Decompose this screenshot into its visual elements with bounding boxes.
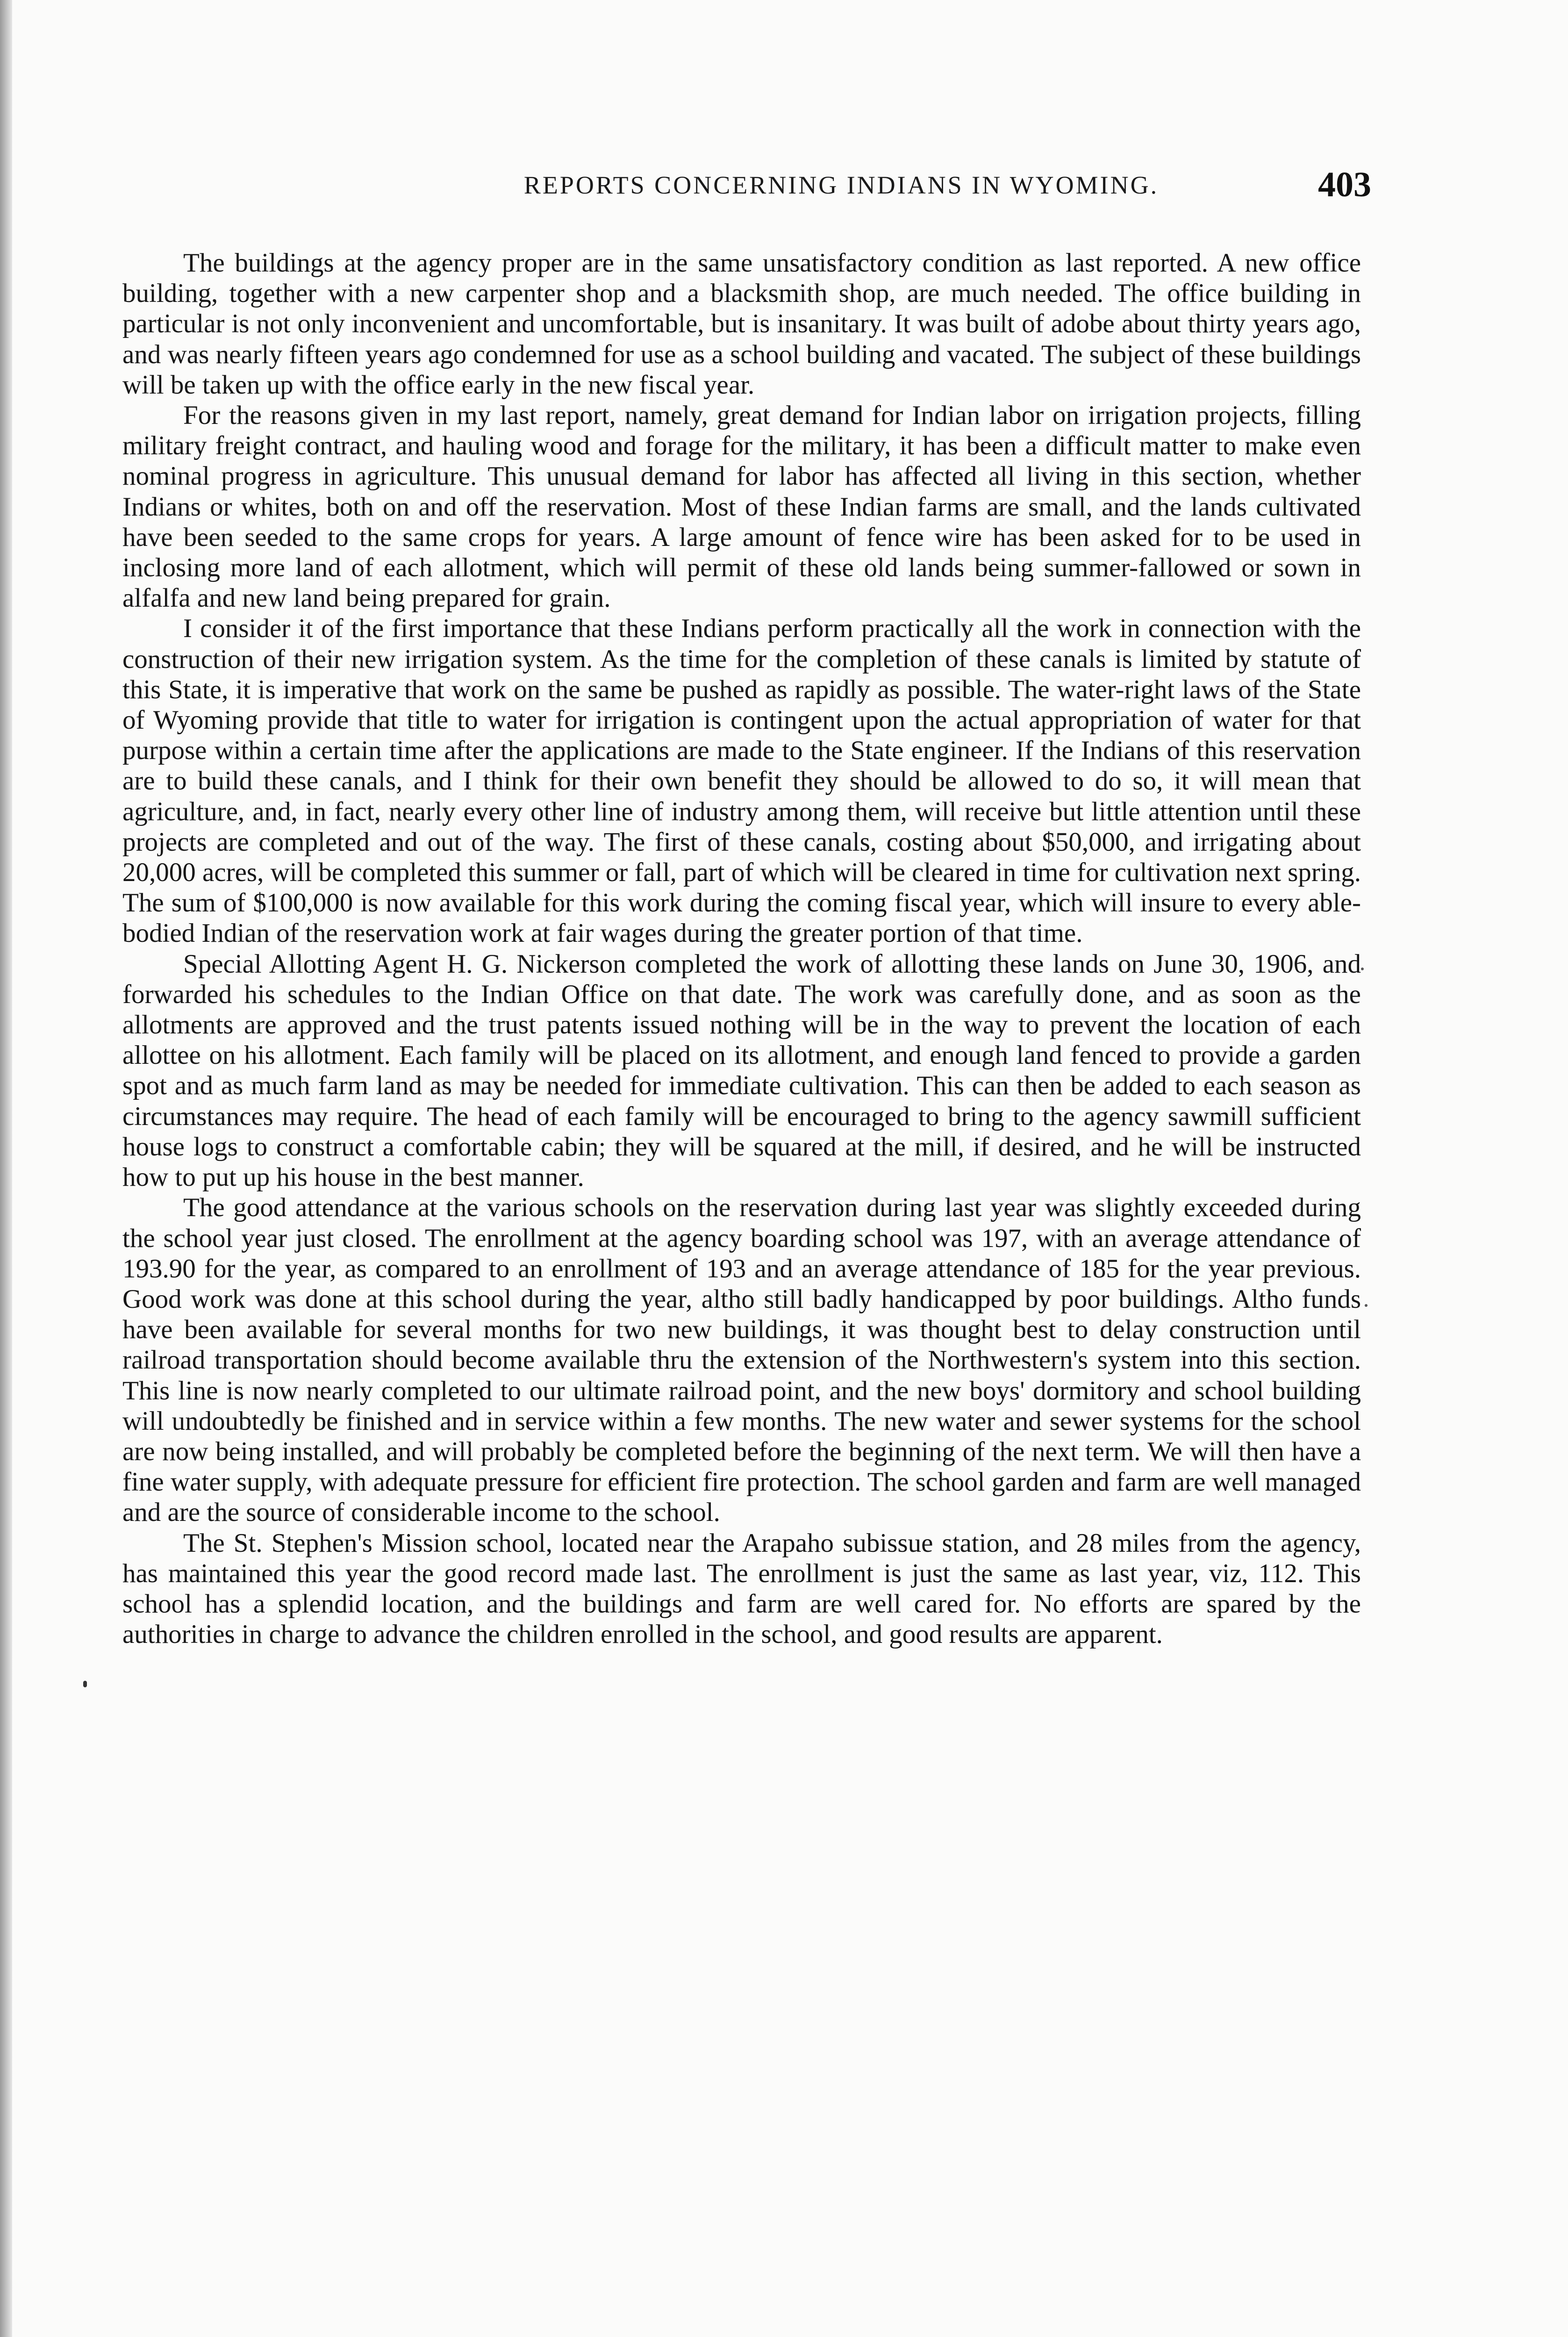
body-text (122, 248, 1361, 1649)
paragraph-agriculture-labor: For the reasons given in my last report, namely, great demand for Indian labor on irrigation projects, filling military freight contract, and hauling wood and forage for the military, it has been a difficult matter to make even nominal progress in agriculture. This unusual demand for labor has affected all living in this section, whether Indians or whites, both on and off the reservation. Most of these Indian farms are small, and the lands cultivated have been seeded to the same crops for years. A large amount of fence wire has been asked for to be used in inclosing more land of each allotment, which will permit of these old lands being summer-fallowed or sown in alfalfa and new land being prepared for grain. (122, 401, 1361, 613)
stray-dot (1365, 1304, 1368, 1307)
paragraph-irrigation-system: I consider it of the first importance that these Indians perform practically all the work in connection with the construction of their new irrigation system. As the time for the completion of these canals is limited by statute of this State, it is imperative that work on the same be pushed as rapidly as possible. The water-right laws of the State of Wyoming provide that title to water for irrigation is contingent upon the actual appropriation of water for that purpose within a certain time after the applications are made to the State engineer. If the Indians of this reservation are to build these canals, and I think for their own benefit they should be allowed to do so, it will mean that agriculture, and, in fact, nearly every other line of industry among them, will receive but little attention until these projects are completed and out of the way. The first of these canals, costing about $50,000, and irrigating about 20,000 acres, will be completed this summer or fall, part of which will be cleared in time for cultivation next spring. The sum of $100,000 is now available for this work during the coming fiscal year, which will insure to every able-bodied Indian of the reservation work at fair wages during the greater portion of that time. (122, 614, 1361, 948)
paragraph-schools: The good attendance at the various schools on the reservation during last year was slightly exceeded during the school year just closed. The enrollment at the agency boarding school was 197, with an average attendance of 193.90 for the year, as compared to an enrollment of 193 and an average attendance of 185 for the year previous. Good work was done at this school during the year, altho still badly handicapped by poor buildings. Altho funds have been available for several months for two new buildings, it was thought best to delay construction until railroad transportation should become available thru the extension of the Northwestern's system into this section. This line is now nearly completed to our ultimate railroad point, and the new boys' dormitory and school building will undoubtedly be finished and in service within a few months. The new water and sewer systems for the school are now being installed, and will probably be completed before the beginning of the next term. We will then have a fine water supply, with adequate pressure for efficient fire protection. The school garden and farm are well managed and are the source of considerable income to the school. (122, 1193, 1361, 1527)
margin-mark (83, 1681, 87, 1687)
running-head: REPORTS CONCERNING INDIANS IN WYOMING. (523, 171, 1159, 199)
scan-edge-shadow (0, 0, 12, 2337)
page-number: 403 (1318, 165, 1371, 204)
paragraph-mission-school: The St. Stephen's Mission school, located near the Arapaho subissue station, and 28 miles from the agency, has maintained this year the good record made last. The enrollment is just the same as last year, viz, 112. This school has a splendid location, and the buildings and farm are well cared for. No efforts are spared by the authorities in charge to advance the children enrolled in the school, and good results are apparent. (122, 1528, 1361, 1649)
paragraph-agency-buildings: The buildings at the agency proper are in the same unsatisfactory condition as last reported. A new office building, together with a new carpenter shop and a blacksmith shop, are much needed. The office building in particular is not only inconvenient and uncomfortable, but is insanitary. It was built of adobe about thirty years ago, and was nearly fifteen years ago condemned for use as a school building and vacated. The subject of these buildings will be taken up with the office early in the new fiscal year. (122, 248, 1361, 400)
paragraph-allotting: Special Allotting Agent H. G. Nickerson completed the work of allotting these lands on June 30, 1906, and forwarded his schedules to the Indian Office on that date. The work was carefully done, and as soon as the allotments are approved and the trust patents issued nothing will be in the way to prevent the location of each allottee on his allotment. Each family will be placed on its allotment, and enough land fenced to provide a garden spot and as much farm land as may be needed for immediate cultivation. This can then be added to each season as circumstances may require. The head of each family will be encouraged to bring to the agency sawmill sufficient house logs to construct a comfortable cabin; they will be squared at the mill, if desired, and he will be instructed how to put up his house in the best manner. (122, 949, 1361, 1192)
stray-dot (1361, 968, 1364, 970)
